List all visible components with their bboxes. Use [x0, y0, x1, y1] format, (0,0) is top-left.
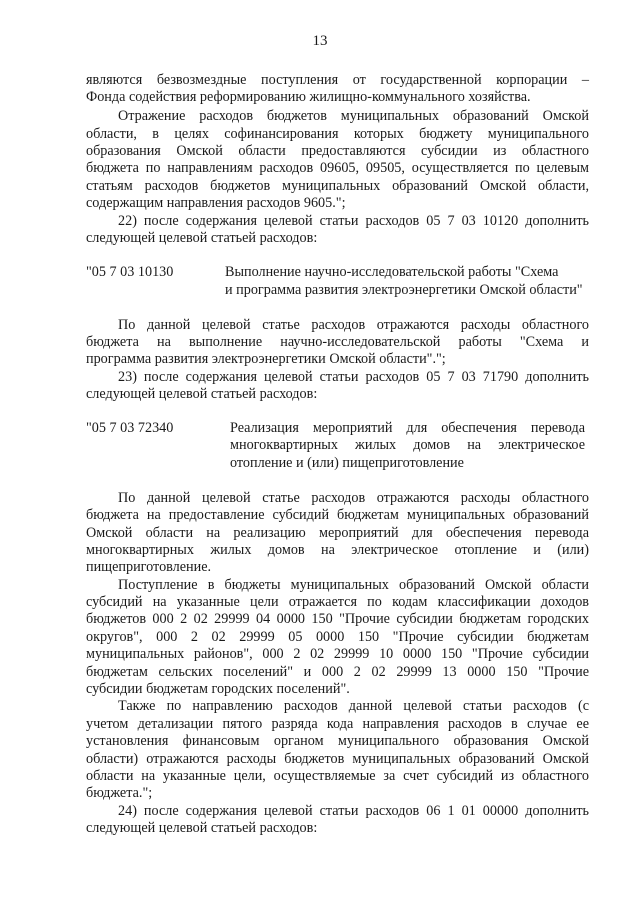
text-line: пищеприготовление.: [86, 559, 212, 575]
text-line: статьям расходов бюджетов муниципальных образований Омской области,: [86, 178, 589, 194]
text-line: области на указанные цели, осуществляемые за счет субсидий из областного: [86, 768, 589, 784]
text-line: округов", 000 2 02 29999 05 0000 150 "Прочие субсидии бюджетам: [86, 629, 589, 645]
text-line: бюджетов 000 2 02 29999 04 0000 150 "Прочие субсидии бюджетам городских: [86, 611, 589, 627]
text-line: По данной целевой статье расходов отражаются расходы областного: [118, 317, 589, 333]
entry-title-line: Реализация мероприятий для обеспечения перевода: [230, 420, 585, 436]
text-line: следующей целевой статьей расходов:: [86, 386, 318, 402]
text-line: Фонда содействия реформированию жилищно-коммунального хозяйства.: [86, 89, 531, 105]
text-line: 22) после содержания целевой статьи расходов 05 7 03 10120 дополнить: [118, 213, 589, 229]
text-line: содержащим направления расходов 9605.";: [86, 195, 346, 211]
text-line: области, в целях софинансирования которых бюджету муниципального: [86, 126, 589, 142]
text-line: следующей целевой статьей расходов:: [86, 230, 318, 246]
page-number: 13: [312, 33, 328, 49]
text-line: бюджетам сельских поселений" и 000 2 02 29999 13 0000 150 "Прочие: [86, 664, 589, 680]
text-line: Поступление в бюджеты муниципальных образований Омской области: [118, 577, 589, 593]
text-line: По данной целевой статье расходов отражаются расходы областного: [118, 490, 589, 506]
text-line: образования Омской области предоставляются субсидии из областного: [86, 143, 589, 159]
text-line: программа развития электроэнергетики Омской области".";: [86, 351, 446, 367]
text-line: являются безвозмездные поступления от государственной корпорации –: [86, 72, 589, 88]
entry-title-line: Выполнение научно-исследовательской работы "Схема: [225, 264, 559, 280]
text-line: Также по направлению расходов данной целевой статьи расходов (с: [118, 698, 589, 714]
text-line: Отражение расходов бюджетов муниципальных образований Омской: [118, 108, 589, 124]
text-line: 24) после содержания целевой статьи расходов 06 1 01 00000 дополнить: [118, 803, 589, 819]
text-line: установления финансовым органом муниципального образования Омской: [86, 733, 589, 749]
entry-title-line: и программа развития электроэнергетики Омской области": [225, 282, 583, 298]
text-line: бюджета по направлениям расходов 09605, 09505, осуществляется по целевым: [86, 160, 589, 176]
text-line: 23) после содержания целевой статьи расходов 05 7 03 71790 дополнить: [118, 369, 589, 385]
text-line: следующей целевой статьей расходов:: [86, 820, 318, 836]
text-line: бюджета на предоставление субсидий бюджетам муниципальных образований: [86, 507, 589, 523]
entry-title-line: отопление и (или) пищеприготовление: [230, 455, 464, 471]
text-line: субсидий на указанные цели отражается по кодам классификации доходов: [86, 594, 589, 610]
text-line: области) отражаются расходы бюджетов муниципальных образований Омской: [86, 751, 589, 767]
text-line: бюджета на выполнение научно-исследовательской работы "Схема и: [86, 334, 589, 350]
text-line: бюджета.";: [86, 785, 153, 801]
budget-code: "05 7 03 72340: [86, 420, 174, 436]
text-line: муниципальных районов", 000 2 02 29999 10 0000 150 "Прочие субсидии: [86, 646, 589, 662]
entry-title-line: многоквартирных жилых домов на электрическое: [230, 437, 585, 453]
text-line: учетом детализации пятого разряда кода направления расходов в случае ее: [86, 716, 589, 732]
text-line: Омской области на реализацию мероприятий для обеспечения перевода: [86, 525, 589, 541]
budget-code: "05 7 03 10130: [86, 264, 174, 280]
text-line: многоквартирных жилых домов на электрическое отопление и (или): [86, 542, 589, 558]
text-line: субсидии бюджетам городских поселений".: [86, 681, 350, 697]
